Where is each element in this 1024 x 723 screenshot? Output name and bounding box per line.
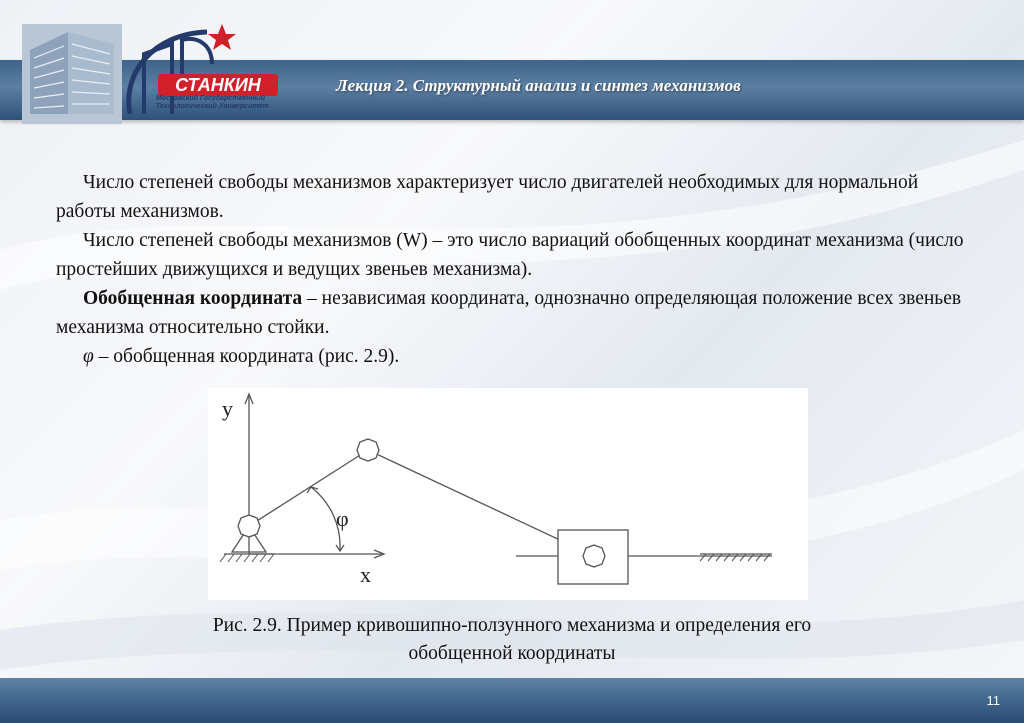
star-icon (208, 24, 236, 50)
paragraph-4 (56, 342, 966, 371)
footer-band (0, 678, 1024, 723)
joint-a (357, 439, 379, 461)
figure-2-9 (208, 388, 808, 600)
angle-label: φ (336, 506, 349, 531)
joint-b (583, 545, 605, 567)
stankin-logo (22, 14, 292, 132)
caption-line1: Рис. 2.9. Пример кривошипно-ползунного механизма и определения его (212, 615, 812, 636)
logo-caption (156, 95, 268, 111)
slide-body (56, 168, 966, 371)
paragraph-3 (56, 284, 966, 342)
term-generalized-coordinate: Обобщенная координата (83, 288, 303, 309)
building-icon (22, 24, 122, 124)
logo-wordmark: СТАНКИН (175, 75, 261, 95)
logo-caption-line2: Технологический Университет (156, 103, 269, 110)
paragraph-2: Число степеней свободы механизмов (W) – это число вариаций обобщенных координат механизма (число простейших движущихся и ведущих звеньев механизма). (56, 230, 964, 280)
logo-caption-line1: Московский Государственный (156, 95, 266, 102)
joint-o (238, 515, 260, 537)
figure-caption (100, 612, 924, 668)
slide-title: Лекция 2. Структурный анализ и синтез механизмов (336, 76, 741, 95)
page-number: 11 (986, 693, 1000, 708)
crank-link (249, 450, 368, 526)
paragraph-1: Число степеней свободы механизмов характеризует число двигателей необходимых для нормальной работы механизмов. (56, 172, 919, 222)
paragraph-3-rest: – независимая координата, однозначно определяющая положение всех звеньев механизма относительно стойки. (56, 288, 962, 338)
crank-slider-diagram (208, 388, 808, 600)
caption-line2: обобщенной координаты (408, 643, 616, 664)
phi-symbol: φ (83, 346, 94, 367)
x-axis-label: x (360, 562, 371, 587)
y-axis-label: y (222, 396, 233, 421)
paragraph-4-rest: – обобщенная координата (рис. 2.9). (93, 346, 400, 367)
